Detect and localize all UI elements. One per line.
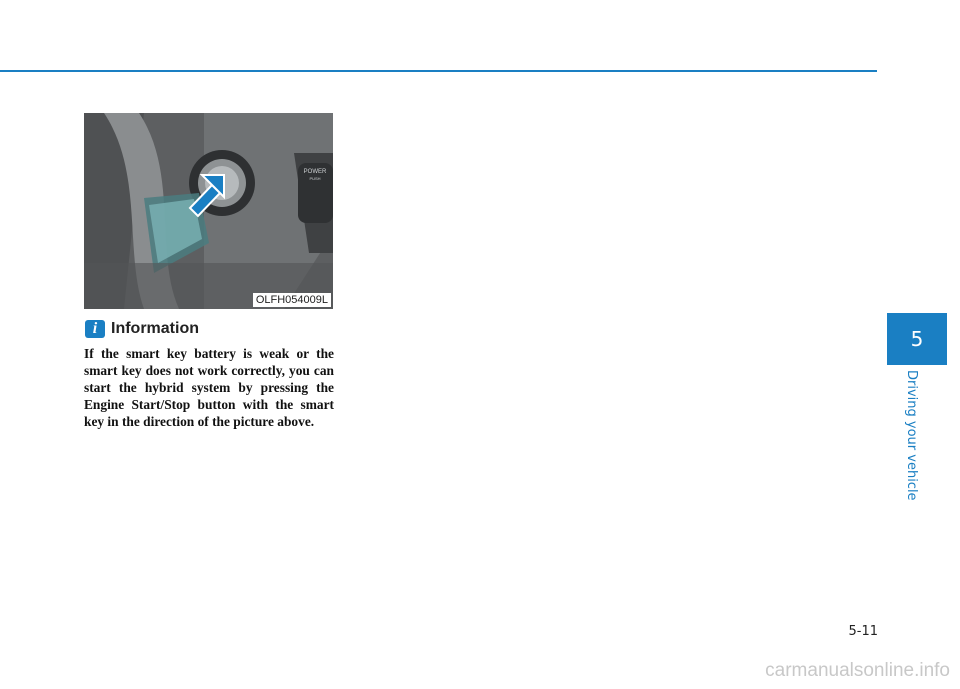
smart-key-illustration: [84, 113, 333, 309]
information-body: If the smart key battery is weak or the smart key does not work correctly, you can start the hybrid system by pressing the Engine Start/Stop button with the smart key in the direction of the picture above.: [84, 346, 334, 429]
figure-code: OLFH054009L: [253, 293, 331, 307]
svg-text:POWER: POWER: [303, 169, 327, 175]
header-rule: [0, 70, 877, 72]
page-number: 5-11: [848, 624, 878, 639]
chapter-title: Driving your vehicle: [904, 370, 919, 501]
svg-text:PUSH: PUSH: [309, 176, 321, 181]
start-button-picture: [84, 113, 333, 309]
watermark: carmanualsonline.info: [765, 660, 950, 681]
chapter-number-tab: 5: [887, 313, 947, 365]
information-title: Information: [111, 320, 199, 337]
information-icon: i: [85, 320, 105, 338]
